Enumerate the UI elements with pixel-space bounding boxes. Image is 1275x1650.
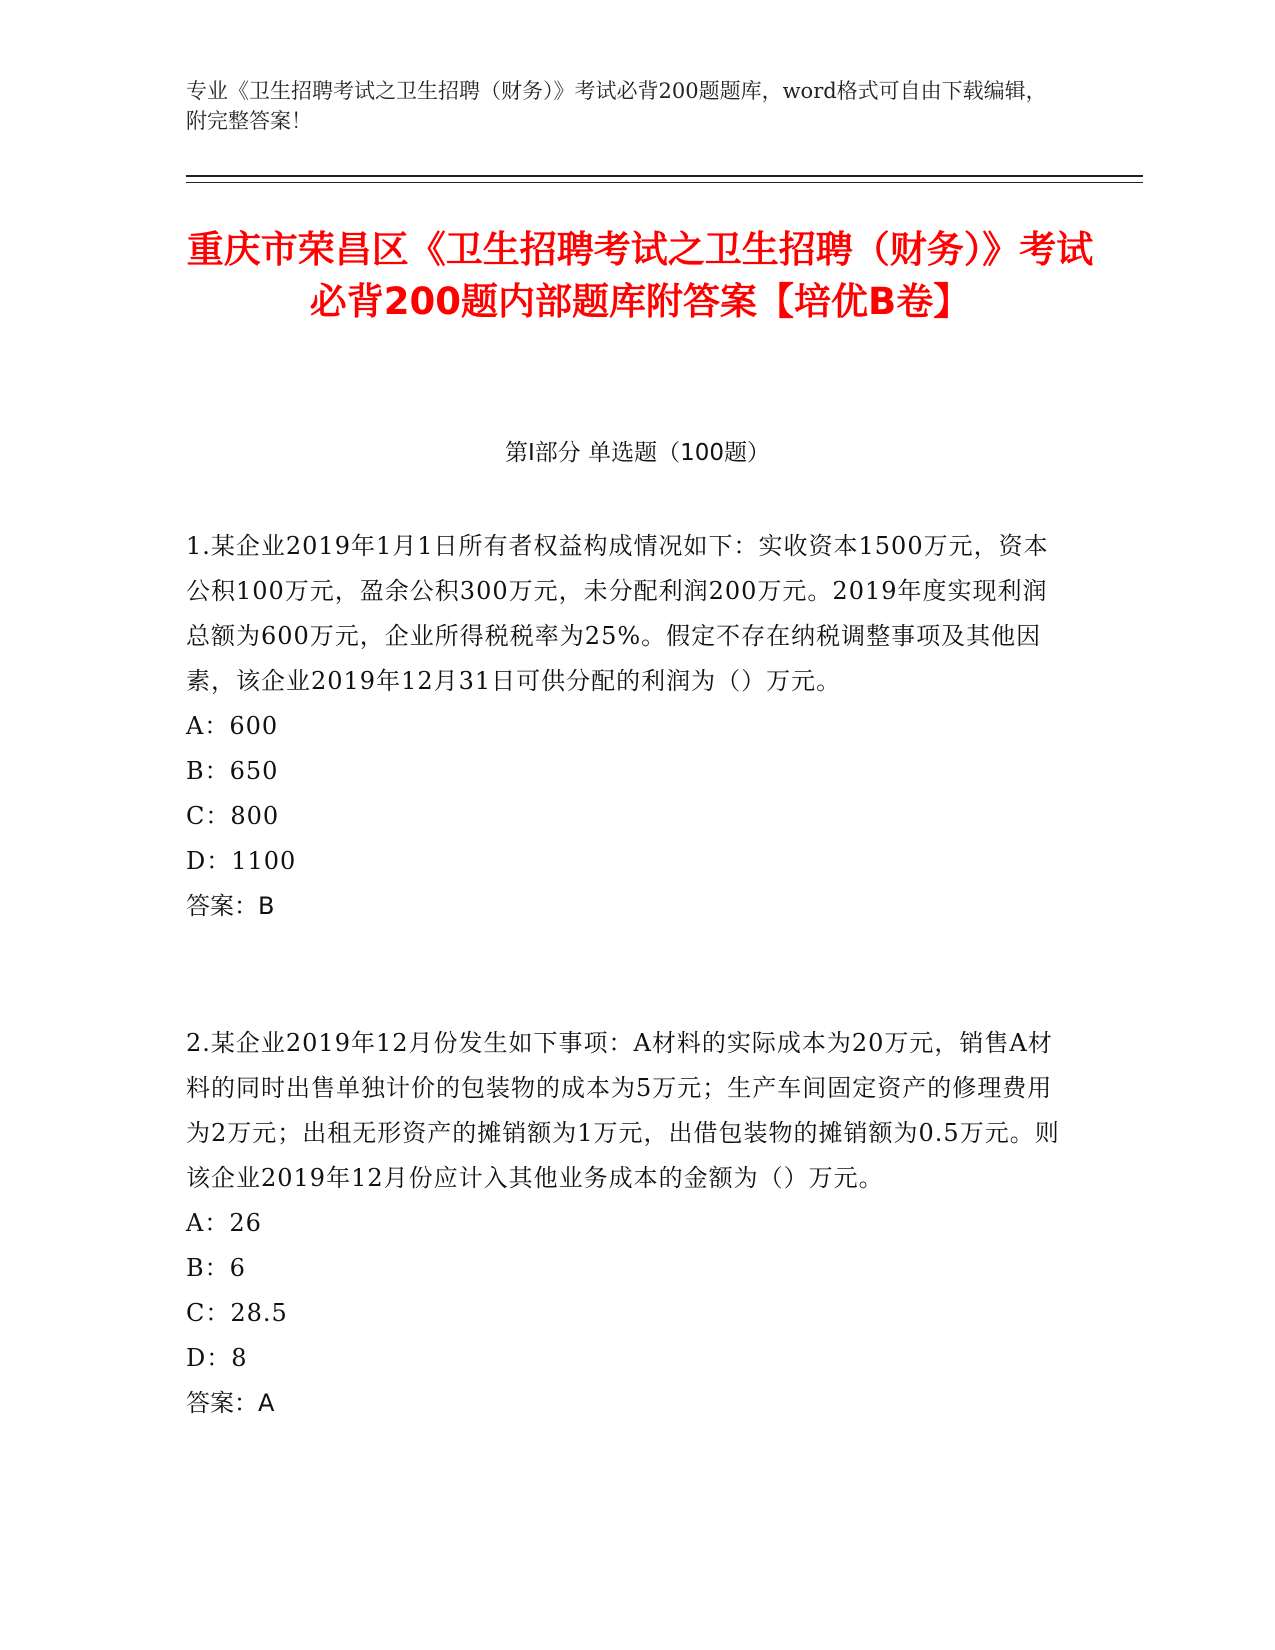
option-c: C：800 (186, 802, 280, 830)
option-b: B：650 (186, 757, 279, 785)
option-d: D：8 (186, 1344, 248, 1372)
header-divider-thick (186, 175, 1143, 177)
header-divider-thin (186, 182, 1143, 183)
section-title: 第Ⅰ部分 单选题（100题） (505, 440, 770, 466)
option-b: B：6 (186, 1254, 246, 1282)
option-a: A：26 (186, 1209, 262, 1237)
option-a: A：600 (186, 712, 279, 740)
question-2 (186, 1021, 1066, 1426)
answer-line: 答案：B (186, 892, 275, 920)
question-text: 1.某企业2019年1月1日所有者权益构成情况如下：实收资本1500万元，资本公积100万元，盈余公积300万元，未分配利润200万元。2019年度实现利润总额为600万元，企业所得税税率为25%。假定不存在纳税调整事项及其他因素，该企业2019年12月31日可供分配的利润为（）万元。 (186, 532, 1049, 695)
option-c: C：28.5 (186, 1299, 288, 1327)
answer-line: 答案：A (186, 1389, 275, 1417)
document-title: 重庆市荣昌区《卫生招聘考试之卫生招聘（财务）》考试必背200题内部题库附答案【培优B卷】 (186, 228, 1094, 323)
question-text: 2.某企业2019年12月份发生如下事项：A材料的实际成本为20万元，销售A材料的同时出售单独计价的包装物的成本为5万元；生产车间固定资产的修理费用为2万元；出租无形资产的摊销额为1万元，出借包装物的摊销额为0.5万元。则该企业2019年12月份应计入其他业务成本的金额为（）万元。 (186, 1029, 1060, 1192)
option-d: D：1100 (186, 847, 297, 875)
header-note: 专业《卫生招聘考试之卫生招聘（财务）》考试必背200题题库，word格式可自由下载编辑，附完整答案！ (186, 79, 1047, 133)
question-1 (186, 524, 1066, 929)
